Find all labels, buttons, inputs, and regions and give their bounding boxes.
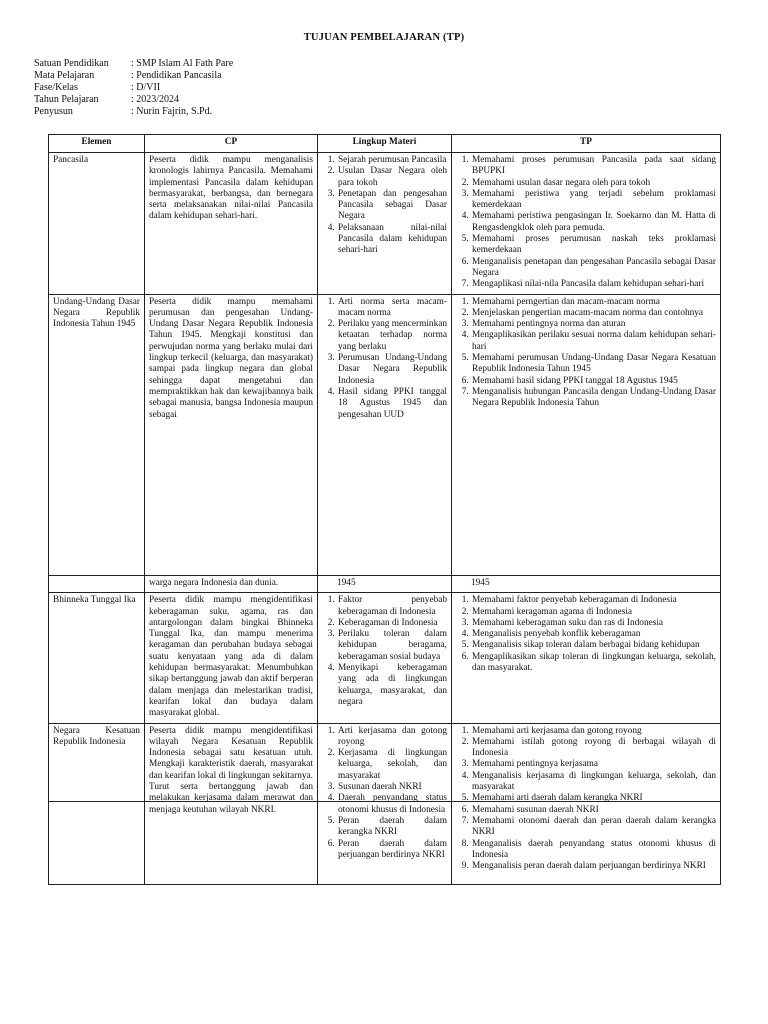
list-item: 5. Menganalisis sikap toleran dalam berbagai bidang kehidupan	[471, 640, 716, 651]
list-item: 1. Sejarah perumusan Pancasila	[337, 155, 447, 166]
cp-cell: Peserta didik mampu mengidentifikasi keberagaman suku, agama, ras dan antargolongan dalam bingkai Bhinneka Tunggal Ika, dan mampu menerima keragaman dan perubahan budaya sebagai suatu kenyataan yang ada di dalam kehidupan bermasyarakat. Menumbuhkan sikap bertanggung jawab dan aktif berperan dalam menjaga dan melestarikan tradisi, kearifan lokal dan budaya dalam masyarakat global.	[145, 593, 318, 723]
materi-cell	[318, 593, 452, 723]
list-item: 3. Perilaku toleran dalam kehidupan beragama, keberagaman sosial budaya	[337, 629, 447, 663]
list-item: 3. Memahami keberagaman suku dan ras di Indonesia	[471, 618, 716, 629]
list-item: 4. Daerah penyandang status otonomi khusus di Indonesia	[337, 793, 447, 816]
list-item: 2. Memahami keragaman agama di Indonesia	[471, 607, 716, 618]
list-item: 5. Memahami perumusan Undang-Undang Dasar Negara Kesatuan Republik Indonesia Tahun 1945	[471, 353, 716, 376]
elemen-cell: Pancasila	[49, 153, 145, 295]
cp-cell: Peserta didik mampu mengidentifikasi wilayah Negara Kesatuan Republik Indonesia sebagai satu kesatuan utuh. Mengkaji karakteristik daerah, masyarakat dan kearifan lokal di lingkungan sekitarnya. Turut serta bertanggung jawab dan melakukan kerjasama dalam merawat dan menjaga keutuhan wilayah NKRI.	[145, 723, 318, 885]
list-item: 4. Memahami peristiwa pengasingan Ir. Soekarno dan M. Hatta di Rengasdengklok oleh para pemuda.	[471, 211, 716, 234]
header-tp: TP	[452, 135, 721, 153]
meta-value: : SMP Islam Al Fath Pare	[131, 58, 234, 69]
table-row	[49, 153, 721, 295]
list-item: 2. Keberagaman di Indonesia	[337, 618, 447, 629]
cp-text: Peserta didik mampu memahami perumusan dan pengesahan Undang-Undang Dasar Negara Republik Indonesia Tahun 1945. Mengkaji konstitusi dan perwujudan norma yang berlaku mulai dari lingkup terkecil (keluarga, dan masyarakat) sampai pada lingkup negara dan global sehingga dapat mengetahui dan mempraktikkan hak dan kewajibannya baik sebagai manusia, bangsa Indonesia maupun sebagai	[149, 296, 313, 420]
list-item: 3. Memahami pentingnya norma dan aturan	[471, 319, 716, 330]
elemen-cell: Bhinneka Tunggal Ika	[49, 593, 145, 723]
tp-cont: 1945	[471, 578, 490, 588]
table-header-row	[49, 135, 721, 153]
list-item: 1. Memahami perngertian dan macam-macam norma	[471, 297, 716, 308]
list-item: 2. Kerjasama di lingkungan keluarga, sekolah, dan masyarakat	[337, 748, 447, 782]
table-row	[49, 723, 721, 885]
list-item: 4. Pelaksanaan nilai-nilai Pancasila dalam kehidupan sehari-hari	[337, 223, 447, 257]
meta-value: : Nurin Fajrin, S.Pd.	[131, 106, 213, 117]
materi-cell	[318, 723, 452, 885]
list-item: 3. Susunan daerah NKRI	[337, 782, 447, 793]
meta-row	[34, 82, 233, 94]
list-item: 4. Menyikapi keberagaman yang ada di lingkungan keluarga, masyarakat, dan negara	[337, 663, 447, 708]
header-cp: CP	[145, 135, 318, 153]
meta-key: Fase/Kelas	[34, 82, 78, 93]
document-title: TUJUAN PEMBELAJARAN (TP)	[303, 32, 465, 43]
list-item: 1. Arti norma serta macam-macam norma	[337, 297, 447, 320]
list-item: 4. Mengaplikasikan perilaku sesuai norma dalam kehidupan sehari-hari	[471, 330, 716, 353]
list-item: 7. Memahami otonomi daerah dan peran daerah dalam kerangka NKRI	[471, 816, 716, 839]
materi-cont: 1945	[337, 578, 356, 588]
elemen-cell: Negara Kesatuan Republik Indonesia	[49, 723, 145, 885]
meta-value: : Pendidikan Pancasila	[131, 70, 222, 81]
list-item: 1. Arti kerjasama dan gotong royong	[337, 726, 447, 749]
elemen-cell	[49, 576, 145, 593]
meta-key: Penyusun	[34, 106, 73, 117]
list-item: 6. Menganalisis penetapan dan pengesahan Pancasila sebagai Dasar Negara	[471, 257, 716, 280]
list-item: 6. Memahami susunan daerah NKRI	[471, 805, 716, 816]
list-item: 2. Memahami istilah gotong royong di berbagai wilayah di Indonesia	[471, 737, 716, 760]
list-item: 7. Menganalisis hubungan Pancasila dengan Undang-Undang Dasar Negara Republik Indonesia Tahun	[471, 387, 716, 410]
header-elemen: Elemen	[49, 135, 145, 153]
list-item: 2. Menjelaskan pengertian macam-macam norma dan contohnya	[471, 308, 716, 319]
list-item: 1. Memahami arti kerjasama dan gotong royong	[471, 726, 716, 737]
materi-list	[322, 726, 447, 862]
materi-list	[322, 297, 447, 421]
tp-cell	[452, 153, 721, 295]
list-item: 1. Memahami proses perumusan Pancasila pada saat sidang BPUPKI	[471, 155, 716, 178]
materi-cell	[318, 576, 452, 593]
list-item: 1. Faktor penyebab keberagaman di Indonesia	[337, 595, 447, 618]
tp-list	[456, 595, 716, 674]
cp-cell: warga negara Indonesia dan dunia.	[145, 576, 318, 593]
list-item: 9. Menganalisis peran daerah dalam perjuangan berdirinya NKRI	[471, 861, 716, 872]
tp-cell	[452, 576, 721, 593]
list-item: 5. Memahami arti daerah dalam kerangka NKRI	[471, 793, 716, 804]
list-item: 3. Penetapan dan pengesahan Pancasila sebagai Dasar Negara	[337, 189, 447, 223]
list-item: 3. Memahami pentingnya kerjasama	[471, 759, 716, 770]
materi-list	[322, 595, 447, 708]
list-item: 2. Memahami usulan dasar negara oleh para tokoh	[471, 178, 716, 189]
tp-list	[456, 297, 716, 410]
meta-key: Satuan Pendidikan	[34, 58, 109, 69]
tp-cell	[452, 723, 721, 885]
tp-table-page-2	[48, 575, 721, 885]
elemen-text: Undang-Undang Dasar Negara Republik Indonesia Tahun 1945	[53, 296, 140, 330]
tp-list	[456, 726, 716, 873]
table-row	[49, 593, 721, 723]
meta-row	[34, 70, 233, 82]
identity-block	[34, 58, 233, 118]
list-item: 3. Perumusan Undang-Undang Dasar Negara Republik Indonesia	[337, 353, 447, 387]
tp-list	[456, 155, 716, 291]
materi-cell	[318, 153, 452, 295]
list-item: 4. Menganalisis kerjasama di lingkungan keluarga, sekolah, dan masyarakat	[471, 771, 716, 794]
list-item: 3. Memahami peristiwa yang terjadi sebelum proklamasi kemerdekaan	[471, 189, 716, 212]
meta-row	[34, 106, 233, 118]
meta-key: Tahun Pelajaran	[34, 94, 99, 105]
meta-key: Mata Pelajaran	[34, 70, 95, 81]
list-item: 5. Peran daerah dalam kerangka NKRI	[337, 816, 447, 839]
list-item: 5. Memahami proses perumusan naskah teks proklamasi kemerdekaan	[471, 234, 716, 257]
list-item: 6. Peran daerah dalam perjuangan berdirinya NKRI	[337, 839, 447, 862]
list-item: 1. Memahami faktor penyebab keberagaman di Indonesia	[471, 595, 716, 606]
list-item: 2. Perilaku yang mencerminkan ketaatan terhadap norma yang berlaku	[337, 319, 447, 353]
list-item: 2. Usulan Dasar Negara oleh para tokoh	[337, 166, 447, 189]
list-item: 4. Menganalisis penyebab konflik keberagaman	[471, 629, 716, 640]
meta-row	[34, 58, 233, 70]
table-row-continuation	[49, 576, 721, 593]
meta-row	[34, 94, 233, 106]
list-item: 6. Mengaplikasikan sikap toleran di lingkungan keluarga, sekolah, dan masyarakat.	[471, 652, 716, 675]
list-item: 7. Mengaplikasi nilai-nila Pancasila dalam kehidupan sehari-hari	[471, 279, 716, 290]
materi-list	[322, 155, 447, 257]
meta-value: : 2023/2024	[131, 94, 180, 105]
header-materi: Lingkup Materi	[318, 135, 452, 153]
meta-value: : D/VII	[131, 82, 161, 93]
tp-cell	[452, 593, 721, 723]
cp-cell: Peserta didik mampu menganalisis kronologis lahirnya Pancasila. Memahami implementasi Pancasila dalam kehidupan bermasyarakat, berbangsa, dan bernegara serta melaksanakan nilai-nilai Pancasila dalam kehidupan sehari-hari.	[145, 153, 318, 295]
list-item: 4. Hasil sidang PPKI tanggal 18 Agustus 1945 dan pengesahan UUD	[337, 387, 447, 421]
list-item: 8. Menganalisis daerah penyandang status otonomi khusus di Indonesia	[471, 839, 716, 862]
list-item: 6. Memahami hasil sidang PPKI tanggal 18 Agustus 1945	[471, 376, 716, 387]
